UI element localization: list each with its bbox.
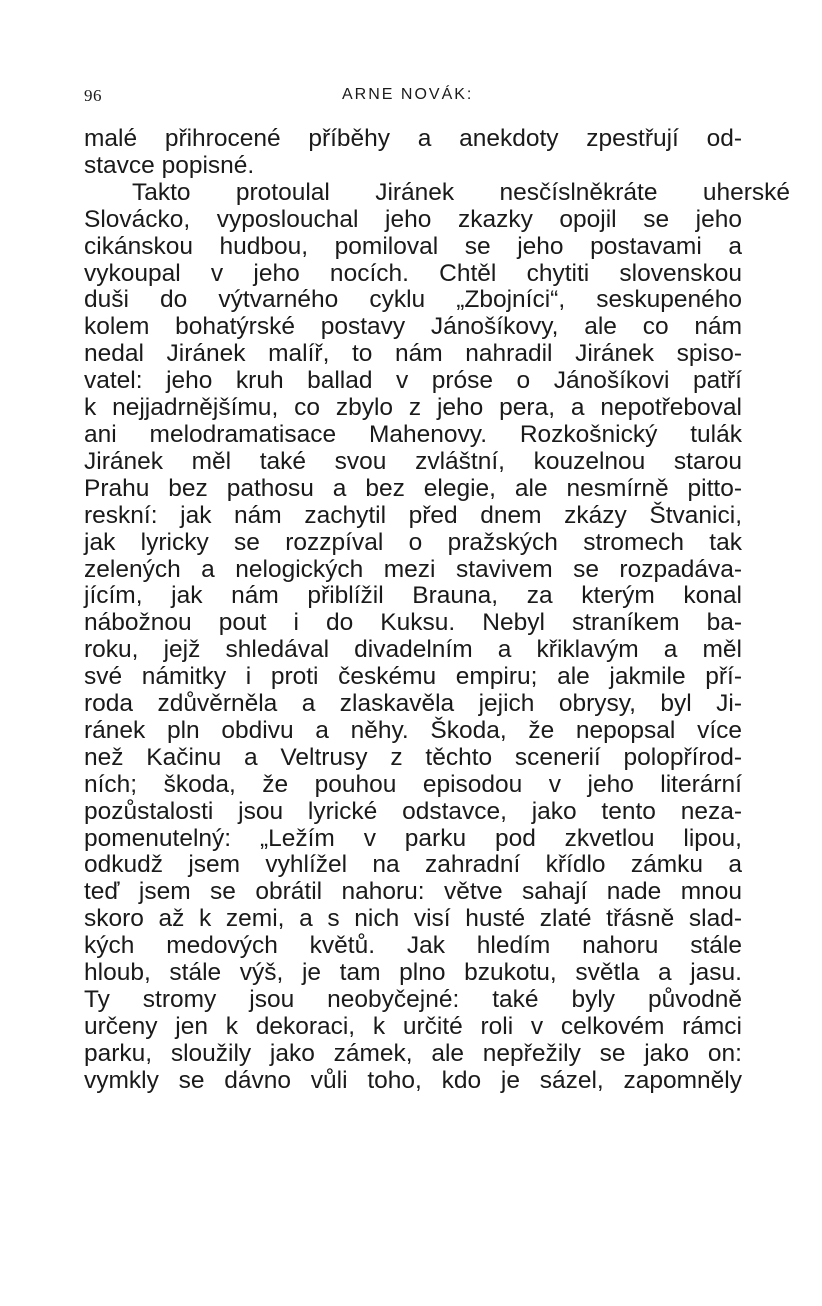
text-line: Ty stromy jsou neobyčejné: také byly původně [84,986,742,1013]
text-line: odkudž jsem vyhlížel na zahradní křídlo zámku a [84,851,742,879]
text-line: teď jsem se obrátil nahoru: větve sahají nade mnou [84,878,742,906]
text-line: duši do výtvarného cyklu „Zbojníci“, seskupeného [84,286,742,314]
text-line: Jiránek měl také svou zvláštní, kouzelnou starou [84,447,742,475]
text-line: Takto protoulal Jiránek nesčíslněkráte uherské [132,178,790,206]
text-line: Slovácko, vyposlouchal jeho zkazky opojil se jeho [84,205,742,233]
text-line: ních; škoda, že pouhou episodou v jeho literární [84,770,742,798]
text-line: cikánskou hudbou, pomiloval se jeho postavami a [84,232,742,260]
text-line: vymkly se dávno vůli toho, kdo je sázel, zapomněly [84,1066,742,1094]
text-line: roda zdůvěrněla a zlaskavěla jejich obrysy, byl Ji- [84,690,742,718]
text-line: reskní: jak nám zachytil před dnem zkázy Štvanici, [84,501,742,529]
text-line: zelených a nelogických mezi stavivem se rozpadáva- [84,555,742,583]
text-line: jícím, jak nám přiblížil Brauna, za kterým konal [84,582,742,610]
text-line: kých medových květů. Jak hledím nahoru stále [84,932,742,960]
text-line: stavce popisné. [84,151,255,179]
running-head [84,86,744,110]
text-line: ránek pln obdivu a něhy. Škoda, že nepopsal více [84,716,742,744]
text-line: malé přihrocené příběhy a anekdoty zpestřují od- [84,125,742,152]
page-number: 96 [84,86,102,105]
running-title: ARNE NOVÁK: [342,86,474,103]
text-line: vykoupal v jeho nocích. Chtěl chytiti slovenskou [84,259,742,287]
text-line: k nejjadrnějšímu, co zbylo z jeho pera, a nepotřeboval [84,394,742,422]
text-line: než Kačinu a Veltrusy z těchto scenerií polopřírod- [84,743,742,771]
text-line: jak lyricky se rozzpíval o pražských stromech tak [84,528,742,556]
text-line: Prahu bez pathosu a bez elegie, ale nesmírně pitto- [84,474,742,502]
body-text [84,125,790,1095]
text-line: parku, sloužily jako zámek, ale nepřežily se jako on: [84,1039,742,1067]
text-line: určeny jen k dekoraci, k určité roli v celkovém rámci [84,1012,742,1040]
text-line: ani melodramatisace Mahenovy. Rozkošnický tulák [84,420,742,448]
text-line: hloub, stále výš, je tam plno bzukotu, světla a jasu. [84,959,742,987]
text-line: kolem bohatýrské postavy Jánošíkovy, ale co nám [84,313,742,341]
text-line: pomenutelný: „Ležím v parku pod zkvetlou lipou, [84,824,742,852]
text-line: roku, jejž shledával divadelním a křiklavým a měl [84,636,742,664]
text-line: nábožnou pout i do Kuksu. Nebyl straníkem ba- [84,609,742,637]
text-line: nedal Jiránek malíř, to nám nahradil Jiránek spiso- [84,340,742,368]
text-line: pozůstalosti jsou lyrické odstavce, jako tento neza- [84,797,742,825]
text-line: vatel: jeho kruh ballad v próse o Jánošíkovi patří [84,367,742,395]
text-line: své námitky i proti českému empiru; ale jakmile pří- [84,663,742,691]
text-line: skoro až k zemi, a s nich visí husté zlaté třásně slad- [84,905,742,933]
